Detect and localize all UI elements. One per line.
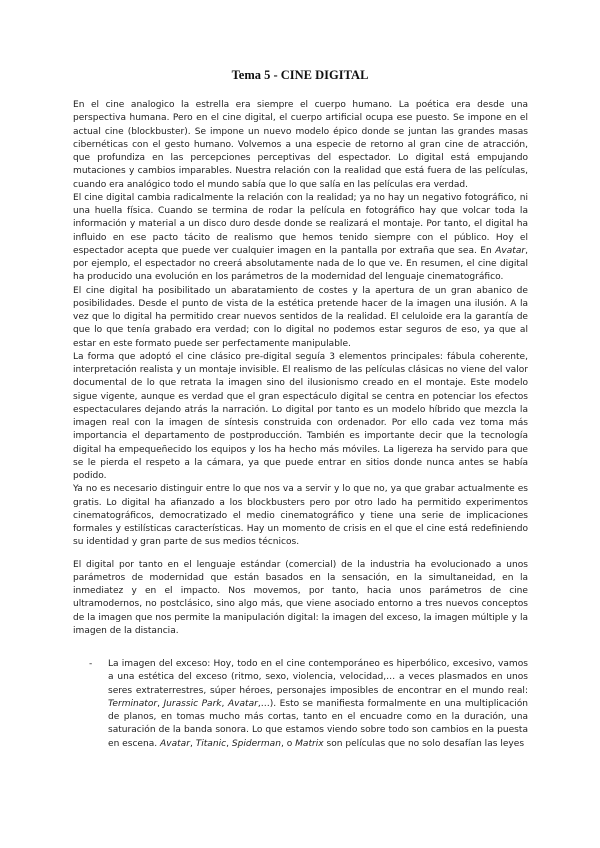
list-gap [73,638,528,658]
bullet-list [73,658,528,751]
page-title: Tema 5 - CINE DIGITAL [231,68,369,82]
separator: , [157,698,164,709]
paragraph-2-italic: Avatar [495,245,526,256]
dash-bullet-icon: - [89,659,93,669]
film-title: Titanic [195,738,227,749]
document-body [73,99,528,751]
list-item-text: La imagen del exceso: Hoy, todo en el cine contemporáneo es hiperbólico, excesivo, vamos a una estética del exceso (ritmo, sexo, violencia, velocidad,… a veces plasmados en unos seres extraterrestres, súper héroes, personajes imposibles de encontrar en el mundo real: [108,659,528,696]
paragraph-2-text: El cine digital cambia radicalmente la relación con la realidad; ya no hay un negativo fotográfico, ni una huella física. Cuando se termina de rodar la película en fotográfico hay que volcar toda la información y material a un disco duro desde donde se realizará el montaje. Por tanto, el digital ha influido en ese pacto tácito de realismo que hemos tenido siempre con el público. Hoy el espectador acepta que puede ver cualquier imagen en la pantalla por extraña que sea. En [73,192,528,256]
film-title: Jurassic Park [163,698,222,709]
film-title: Avatar [160,738,190,749]
paragraph-1: En el cine analogico la estrella era siempre el cuerpo humano. La poética era desde una perspectiva humana. Pero en el cine digital, el cuerpo artificial ocupa ese puesto. Se impone en el actual cine (blockbuster). Se impone un nuevo modelo épico donde se juntan las grandes masas cibernéticas con el gesto humano. Volvemos a una especie de retorno al gran cine de atracción, que profundiza en las percepciones perceptivas del espectador. Lo digital está empujando mutaciones y cambios imparables. Nuestra relación con la realidad que está fuera de las películas, cuando era analógico todo el mundo sabía que lo que salía en las películas era verdad. [73,100,528,190]
list-item [73,658,528,751]
paragraph-gap [73,550,528,559]
paragraph-4: La forma que adoptó el cine clásico pre-digital seguía 3 elementos principales: fábula coherente, interpretación realista y un montaje invisible. El realismo de las películas clásicas no viene del valor documental de lo que retrata la imagen sino del ilusionismo creado en el montaje. Este modelo sigue vigente, aunque es verdad que el gran espectáculo digital se centra en potenciar los efectos espectaculares dejando atrás la narración. Lo digital por tanto es un modelo híbrido que mezcla la imagen real con la imagen de síntesis construida con ordenador. Por ello cada vez toma más importancia el departamento de postproducción. También es importante decir que la tecnología digital ha empequeñecido los equipos y los ha hecho más móviles. La ligereza ha servido para que se le pierda el respeto a la cámara, ya que puede entrar en sitios donde nunca antes se había podido. [73,351,528,481]
separator: , [189,738,196,749]
separator: , o [280,738,296,749]
film-title: Matrix [295,738,324,749]
paragraph-6: El digital por tanto en el lenguaje estándar (comercial) de la industria ha evolucionado a unos parámetros de modernidad que están basados en la sensación, en la simultaneidad, en la inmediatez y en el impacto. Nos movemos, por tanto, hacia unos parámetros de cine ultramodernos, no postclásico, sino algo más, que viene asociado entorno a tres nuevos conceptos de la imagen que nos permite la manipulación digital: la imagen del exceso, la imagen múltiple y la imagen de la distancia. [73,559,528,636]
separator: , [221,698,228,709]
paragraph-3: El cine digital ha posibilitado un abaratamiento de costes y la apertura de un gran abanico de posibilidades. Desde el punto de vista de la estética pretende hacer de la imagen una ilusión. A la vez que lo digital ha permitido crear nuevos sentidos de la realidad. El celuloide era la garantía de que lo que tenía grabado era verdad; con lo digital no podemos estar seguros de eso, ya que al estar en este formato puede ser perfectamente manipulable. [73,285,528,349]
paragraph-2 [73,192,528,285]
film-title: Spiderman [231,738,281,749]
separator: , [226,738,232,749]
film-title: Avatar [227,698,258,709]
paragraph-2-tail: , por ejemplo, el espectador no creerá absolutamente nada de lo que ve. En resumen, el cine digital ha producido una evolución en los parámetros de la modernidad del lenguaje cinematográfico. [73,245,528,283]
film-title: Terminator [108,698,158,709]
list-item-text: ,…). Esto se manifiesta formalmente en una multiplicación de planos, en tomas mucho más cortas, tanto en el encuadre como en la duración, una saturación de la banda sonora. Lo que estamos viendo sobre todo son cambios en la puesta en escena. [108,698,528,749]
list-item-text: son películas que no solo desafían las leyes [323,738,525,749]
paragraph-5: Ya no es necesario distinguir entre lo que nos va a servir y lo que no, ya que grabar actualmente es gratis. Lo digital ha afianzado a los blockbusters pero por otro lado ha permitido experimentos cinematográficos, democratizado el medio cinematográfico y tiene una serie de implicaciones formales y estilísticas características. Hay un momento de crisis en el que el cine está redefiniendo su identidad y gran parte de sus medios técnicos. [73,484,528,548]
